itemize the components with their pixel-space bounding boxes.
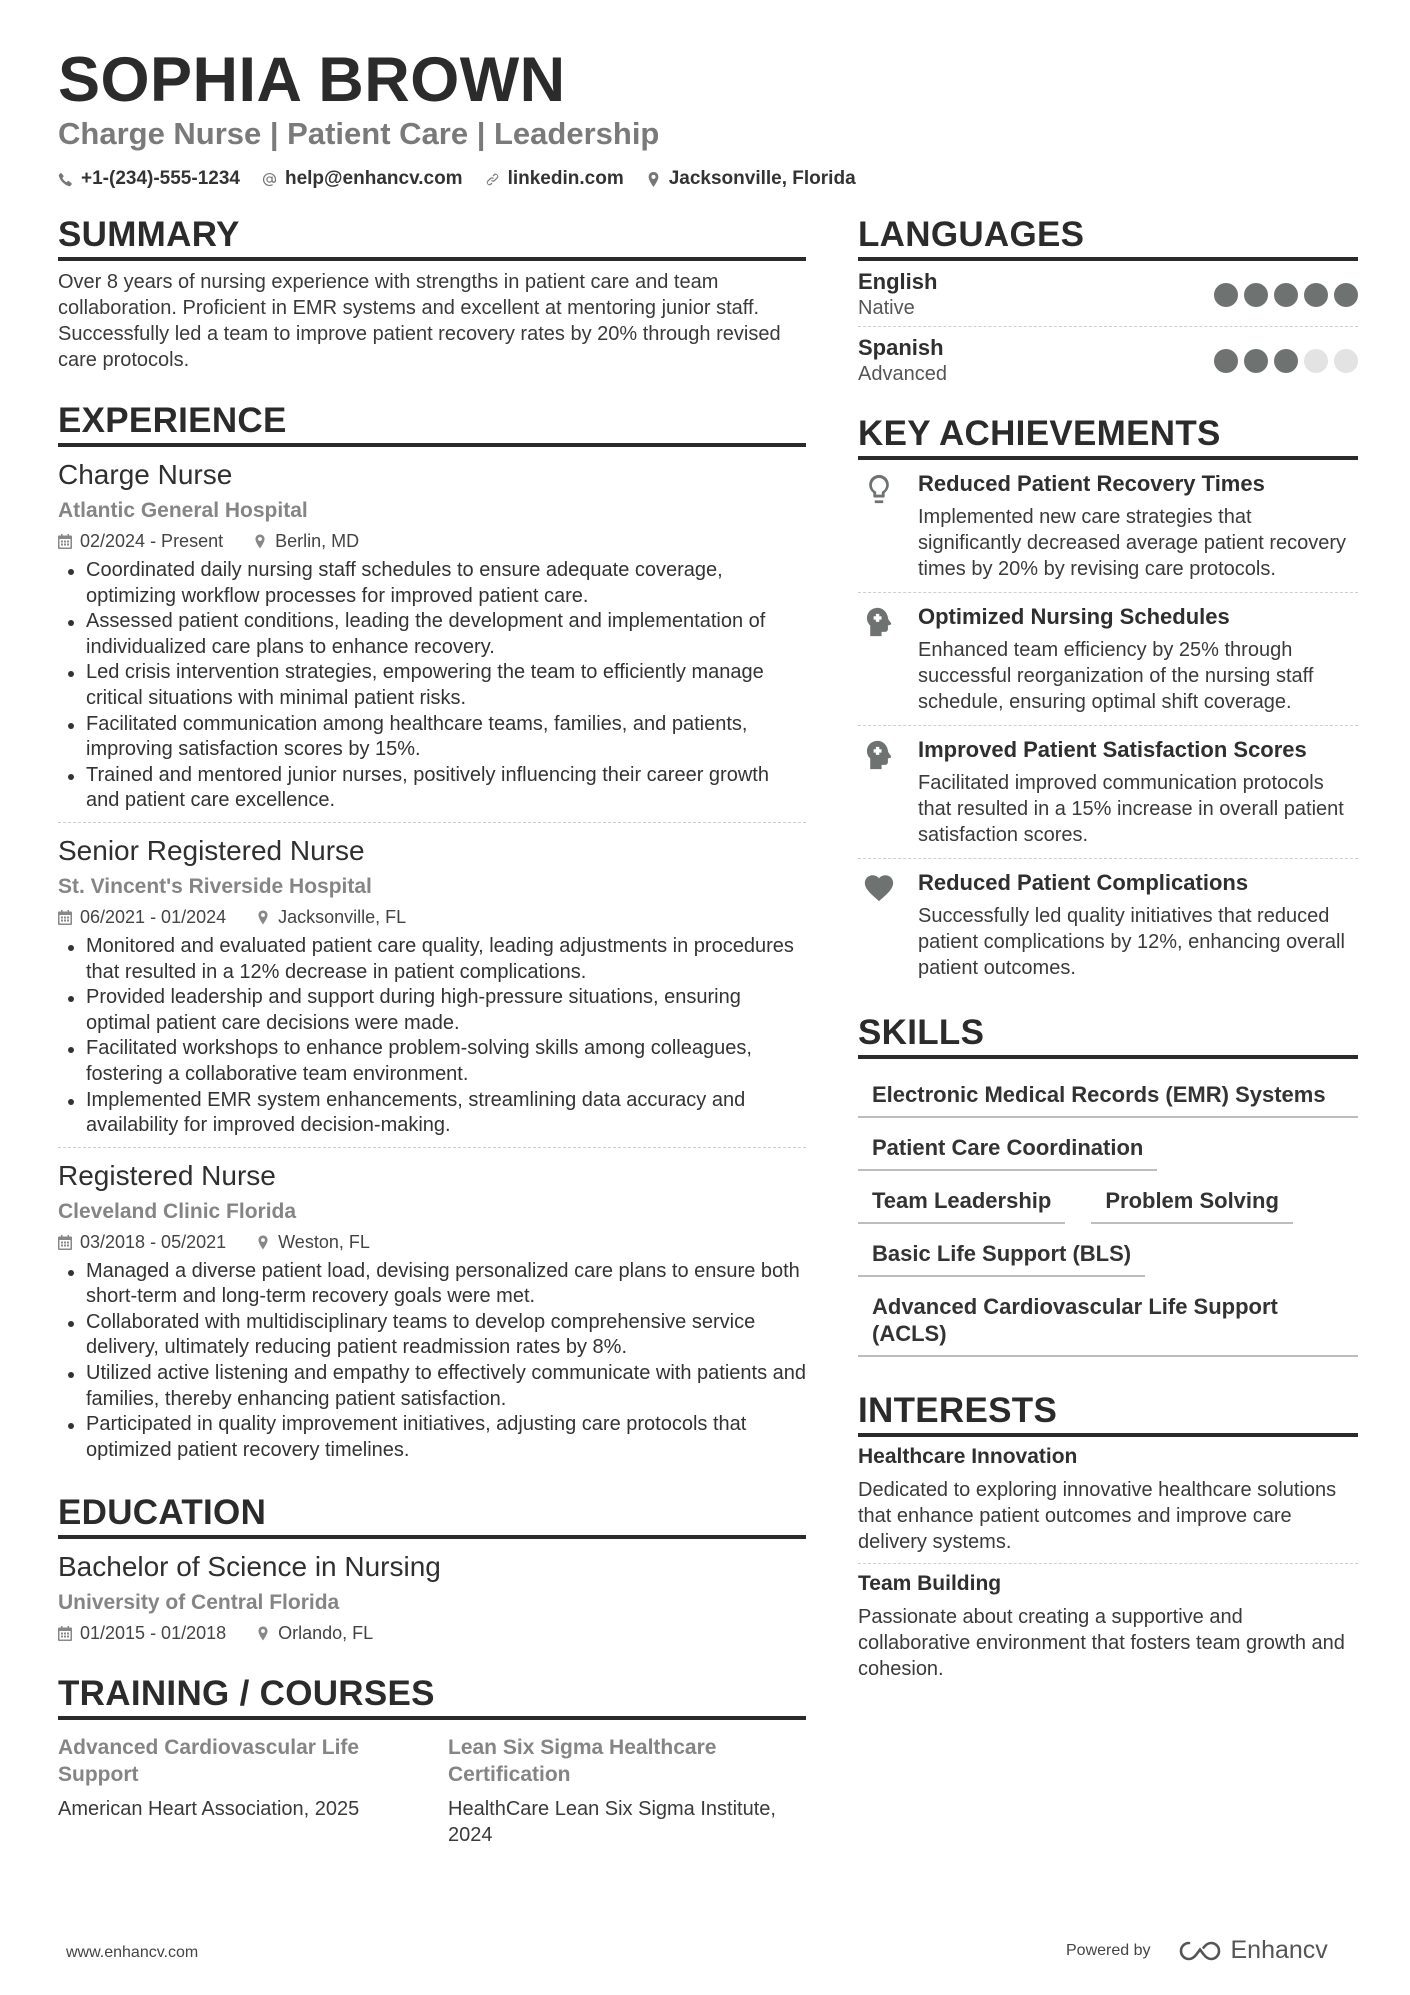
language-rating (1214, 283, 1358, 307)
phone-icon (58, 172, 73, 187)
rating-dot-filled (1214, 349, 1238, 373)
summary-section (58, 215, 806, 373)
job-bullet: Facilitated workshops to enhance problem-solving skills among colleagues, fostering a collaborative team environment. (58, 1036, 806, 1087)
course-desc: HealthCare Lean Six Sigma Institute, 2024 (448, 1798, 776, 1847)
skills-section (858, 1013, 1358, 1357)
interest-item (858, 1437, 1358, 1564)
education-dates-text: 01/2015 - 01/2018 (80, 1623, 227, 1644)
contact-location (646, 168, 856, 190)
job-entry (58, 447, 806, 823)
job-title: Charge Nurse (58, 459, 233, 490)
skill-tag: Patient Care Coordination (858, 1122, 1157, 1171)
contact-phone[interactable] (58, 168, 240, 190)
job-bullet: Collaborated with multidisciplinary teams to develop comprehensive service delivery, ultimately reducing patient readmission rates by 8%. (58, 1310, 806, 1361)
calendar-icon (58, 1626, 72, 1641)
job-bullet: Led crisis intervention strategies, empowering the team to efficiently manage critical situations with minimal patient risks. (58, 660, 806, 711)
rating-dot-filled (1334, 283, 1358, 307)
course-desc: American Heart Association, 2025 (58, 1798, 360, 1821)
job-meta (58, 1232, 806, 1253)
job-location-text: Jacksonville, FL (278, 906, 407, 927)
degree: Bachelor of Science in Nursing (58, 1551, 441, 1583)
rating-dot-empty (1304, 349, 1328, 373)
language-item (858, 327, 1358, 392)
head-brain-icon (862, 605, 896, 639)
contact-email[interactable] (262, 168, 463, 190)
summary-title: SUMMARY (58, 215, 806, 261)
rating-dot-filled (1274, 349, 1298, 373)
job-location (256, 907, 406, 928)
brand-logo[interactable] (1177, 1936, 1328, 1965)
achievements-section (858, 414, 1358, 991)
interests-title: INTERESTS (858, 1391, 1358, 1437)
lightbulb-icon (862, 472, 896, 506)
contact-bar (58, 168, 856, 190)
experience-section (58, 401, 806, 1471)
summary-text: Over 8 years of nursing experience with strengths in patient care and team collaboration. Proficient in EMR systems and excellent at mentoring junior staff. Successfully led a team to improve patient recovery rates by 20% through revised care protocols. (58, 271, 781, 371)
calendar-icon (58, 910, 72, 925)
job-bullets (58, 1259, 806, 1464)
job-bullet: Managed a diverse patient load, devising personalized care plans to ensure both short-term and long-term recovery goals were met. (58, 1259, 806, 1310)
language-level: Advanced (858, 363, 947, 385)
map-pin-icon (253, 534, 267, 549)
achievement-desc: Facilitated improved communication protocols that resulted in a 15% increase in overall patient satisfaction scores. (918, 772, 1344, 846)
language-rating (1214, 349, 1358, 373)
job-bullet: Facilitated communication among healthcare teams, families, and patients, improving satisfaction scores by 15%. (58, 712, 806, 763)
rating-dot-filled (1214, 283, 1238, 307)
at-icon (262, 172, 277, 187)
achievement-item (858, 726, 1358, 859)
course-title: Advanced Cardiovascular Life Support (58, 1736, 360, 1787)
job-dates-text: 02/2024 - Present (80, 531, 224, 551)
education-dates (58, 1623, 226, 1644)
map-pin-icon (256, 1235, 270, 1250)
job-dates (58, 531, 223, 552)
rating-dot-filled (1274, 283, 1298, 307)
interest-desc: Passionate about creating a supportive and collaborative environment that fosters team growth and cohesion. (858, 1606, 1345, 1680)
skill-tag: Problem Solving (1091, 1175, 1293, 1224)
map-pin-icon (256, 910, 270, 925)
job-bullet: Coordinated daily nursing staff schedules to ensure adequate coverage, optimizing workflow processes for improved patient care. (58, 558, 806, 609)
achievement-desc: Implemented new care strategies that significantly decreased average patient recovery times by 20% by revising care protocols. (918, 506, 1347, 580)
course-title: Lean Six Sigma Healthcare Certification (448, 1736, 717, 1787)
calendar-icon (58, 534, 72, 549)
language-item (858, 261, 1358, 327)
head-brain-icon (862, 738, 896, 772)
job-dates-text: 03/2018 - 05/2021 (80, 1231, 227, 1252)
language-name: Spanish (858, 335, 944, 360)
job-bullet: Monitored and evaluated patient care quality, leading adjustments in procedures that resulted in a 12% decrease in patient complications. (58, 934, 806, 985)
achievement-desc: Enhanced team efficiency by 25% through successful reorganization of the nursing staff schedule, ensuring optimal shift coverage. (918, 639, 1314, 713)
education-entry (58, 1539, 806, 1652)
job-bullet: Assessed patient conditions, leading the development and implementation of individualized care plans to enhance recovery. (58, 609, 806, 660)
achievement-item (858, 859, 1358, 991)
achievement-desc: Successfully led quality initiatives that reduced patient complications by 12%, enhancing overall patient outcomes. (918, 905, 1345, 979)
brand-name: Enhancv (1230, 1936, 1328, 1964)
job-location (256, 1232, 370, 1253)
footer-branding (1066, 1936, 1328, 1965)
candidate-name: SOPHIA BROWN (58, 45, 566, 115)
achievement-title: Reduced Patient Recovery Times (918, 471, 1265, 496)
job-title: Registered Nurse (58, 1159, 276, 1191)
education-location-text: Orlando, FL (278, 1623, 374, 1644)
skill-tag: Basic Life Support (BLS) (858, 1228, 1145, 1277)
job-entry (58, 823, 806, 1148)
achievement-title: Reduced Patient Complications (918, 870, 1249, 895)
job-location-text: Weston, FL (278, 1231, 370, 1252)
job-bullets (58, 934, 806, 1139)
enhancv-logo-icon (1177, 1939, 1223, 1963)
location-text: Jacksonville, Florida (668, 168, 856, 189)
course-entry (58, 1734, 418, 1848)
map-pin-icon (256, 1626, 270, 1641)
rating-dot-filled (1244, 283, 1268, 307)
left-column (58, 215, 806, 1848)
skill-tag: Electronic Medical Records (EMR) Systems (858, 1069, 1358, 1118)
job-dates (58, 1232, 226, 1253)
experience-title: EXPERIENCE (58, 401, 806, 447)
right-column (858, 215, 1358, 1690)
interest-item (858, 1564, 1358, 1690)
interest-title: Team Building (858, 1572, 1002, 1595)
rating-dot-empty (1334, 349, 1358, 373)
job-bullet: Trained and mentored junior nurses, positively influencing their career growth and patient care excellence. (58, 763, 806, 814)
map-pin-icon (646, 172, 661, 187)
education-location (256, 1623, 373, 1644)
interest-title: Healthcare Innovation (858, 1445, 1078, 1468)
school: University of Central Florida (58, 1591, 340, 1615)
interest-desc: Dedicated to exploring innovative healthcare solutions that enhance patient outcomes and improve care delivery systems. (858, 1479, 1337, 1553)
training-section (58, 1674, 806, 1848)
rating-dot-filled (1304, 283, 1328, 307)
education-title: EDUCATION (58, 1493, 806, 1539)
powered-by-text: Powered by (1066, 1941, 1151, 1959)
education-section (58, 1493, 806, 1652)
languages-section (858, 215, 1358, 392)
skill-tag: Team Leadership (858, 1175, 1065, 1224)
training-title: TRAINING / COURSES (58, 1674, 806, 1720)
job-location (253, 531, 359, 552)
footer-website[interactable]: www.enhancv.com (66, 1944, 199, 1961)
job-bullet: Implemented EMR system enhancements, streamlining data accuracy and availability for improved decision-making. (58, 1088, 806, 1139)
link-icon (485, 172, 500, 187)
job-title: Senior Registered Nurse (58, 834, 365, 866)
job-meta (58, 907, 806, 928)
job-bullet: Provided leadership and support during high-pressure situations, ensuring optimal patient care decisions were made. (58, 985, 806, 1036)
heart-icon (862, 871, 896, 905)
skill-tag: Advanced Cardiovascular Life Support (ACLS) (858, 1281, 1358, 1357)
language-level: Native (858, 297, 915, 319)
achievement-item (858, 460, 1358, 593)
rating-dot-filled (1244, 349, 1268, 373)
job-dates (58, 907, 226, 928)
candidate-headline: Charge Nurse | Patient Care | Leadership (58, 116, 660, 151)
language-name: English (858, 269, 938, 294)
interests-section (858, 1391, 1358, 1690)
course-entry (448, 1734, 798, 1848)
achievement-title: Optimized Nursing Schedules (918, 604, 1230, 629)
education-meta (58, 1623, 806, 1644)
job-bullets (58, 558, 806, 814)
job-bullet: Utilized active listening and empathy to effectively communicate with patients and families, thereby enhancing patient satisfaction. (58, 1361, 806, 1412)
contact-linkedin[interactable] (485, 168, 624, 190)
languages-title: LANGUAGES (858, 215, 1358, 261)
linkedin-text: linkedin.com (507, 168, 624, 189)
job-company: Atlantic General Hospital (58, 499, 308, 522)
achievements-title: KEY ACHIEVEMENTS (858, 414, 1358, 460)
job-company: Cleveland Clinic Florida (58, 1199, 297, 1223)
skills-list (858, 1065, 1358, 1357)
job-entry (58, 1148, 806, 1472)
job-company: St. Vincent's Riverside Hospital (58, 874, 372, 898)
job-location-text: Berlin, MD (275, 531, 360, 551)
achievement-item (858, 593, 1358, 726)
achievement-title: Improved Patient Satisfaction Scores (918, 737, 1307, 762)
job-meta (58, 531, 806, 552)
calendar-icon (58, 1235, 72, 1250)
training-grid (58, 1734, 806, 1848)
phone-text: +1-(234)-555-1234 (81, 168, 240, 189)
email-text: help@enhancv.com (284, 168, 463, 189)
job-dates-text: 06/2021 - 01/2024 (80, 906, 227, 927)
skills-title: SKILLS (858, 1013, 1358, 1059)
job-bullet: Participated in quality improvement initiatives, adjusting care protocols that optimized patient recovery timelines. (58, 1412, 806, 1463)
